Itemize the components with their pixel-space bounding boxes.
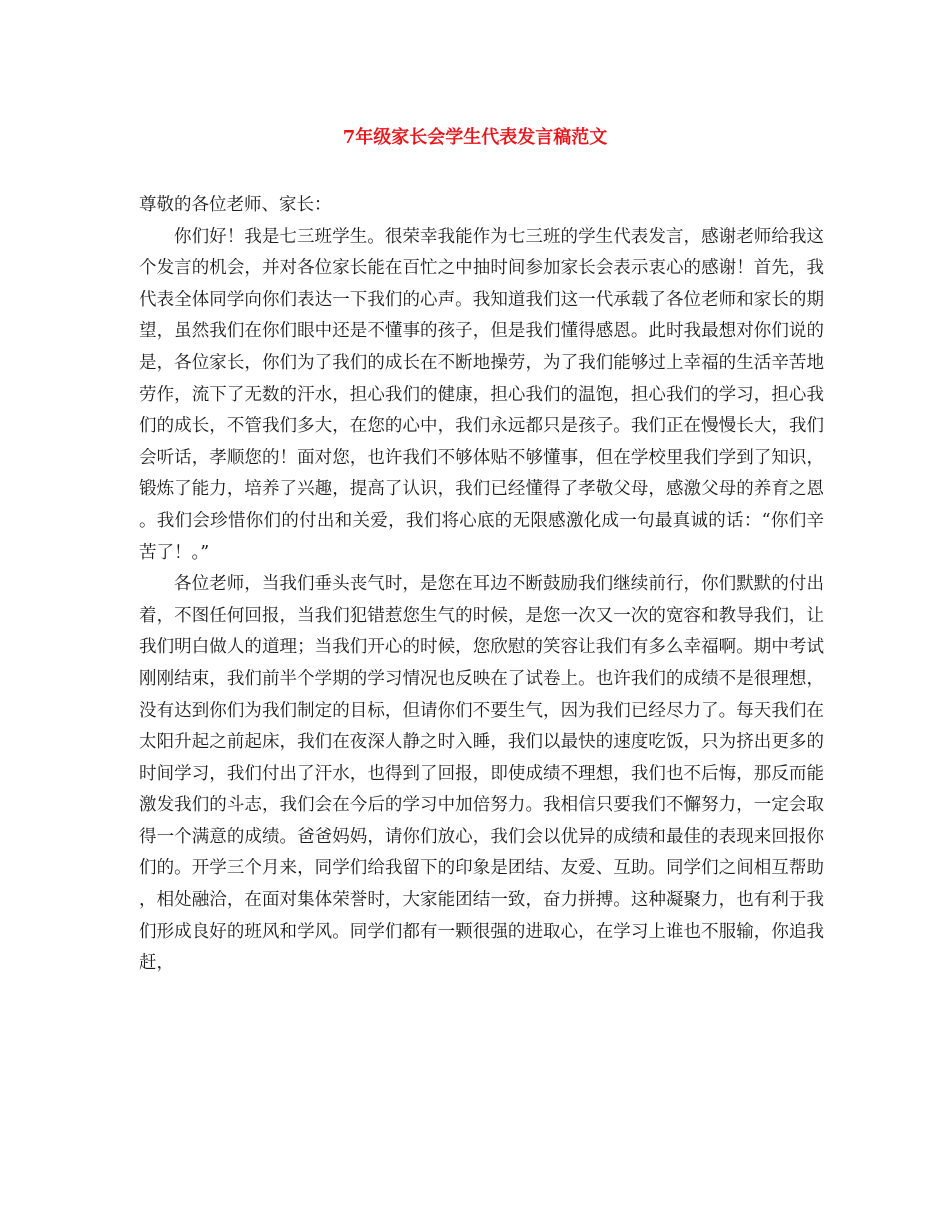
document-body — [139, 190, 824, 980]
salutation: 尊敬的各位老师、家长： — [139, 195, 332, 215]
document-title: 7年级家长会学生代表发言稿范文 — [342, 127, 608, 148]
paragraph-1: 你们好！我是七三班学生。很荣幸我能作为七三班的学生代表发言，感谢老师给我这个发言的机会，并对各位家长能在百忙之中抽时间参加家长会表示衷心的感谢！首先，我代表全体同学向你们表达一下我们的心声。我知道我们这一代承载了各位老师和家长的期望，虽然我们在你们眼中还是不懂事的孩子，但是我们懂得感恩。此时我最想对你们说的是，各位家长，你们为了我们的成长在不断地操劳，为了我们能够过上幸福的生活辛苦地劳作，流下了无数的汗水，担心我们的健康，担心我们的温饱，担心我们的学习，担心我们的成长，不管我们多大，在您的心中，我们永远都只是孩子。我们正在慢慢长大，我们会听话，孝顺您的！面对您，也许我们不够体贴不够懂事，但在学校里我们学到了知识，锻炼了能力，培养了兴趣，提高了认识，我们已经懂得了孝敬父母，感激父母的养育之恩。我们会珍惜你们的付出和关爱，我们将心底的无限感激化成一句最真诚的话：“你们辛苦了！。” — [139, 226, 824, 563]
paragraph-2: 各位老师，当我们垂头丧气时，是您在耳边不断鼓励我们继续前行，你们默默的付出着，不图任何回报，当我们犯错惹您生气的时候，是您一次又一次的宽容和教导我们，让我们明白做人的道理；当我们开心的时候，您欣慰的笑容让我们有多么幸福啊。期中考试刚刚结束，我们前半个学期的学习情况也反映在了试卷上。也许我们的成绩不是很理想，没有达到你们为我们制定的目标，但请你们不要生气，因为我们已经尽力了。每天我们在太阳升起之前起床，我们在夜深人静之时入睡，我们以最快的速度吃饭，只为挤出更多的时间学习，我们付出了汗水，也得到了回报，即使成绩不理想，我们也不后悔，那反而能激发我们的斗志，我们会在今后的学习中加倍努力。我相信只要我们不懈努力，一定会取得一个满意的成绩。爸爸妈妈，请你们放心，我们会以优异的成绩和最佳的表现来回报你们的。开学三个月来，同学们给我留下的印象是团结、友爱、互助。同学们之间相互帮助，相处融洽，在面对集体荣誉时，大家能团结一致，奋力拼搏。这种凝聚力，也有利于我们形成良好的班风和学风。同学们都有一颗很强的进取心，在学习上谁也不服输，你追我赶， — [139, 574, 824, 974]
